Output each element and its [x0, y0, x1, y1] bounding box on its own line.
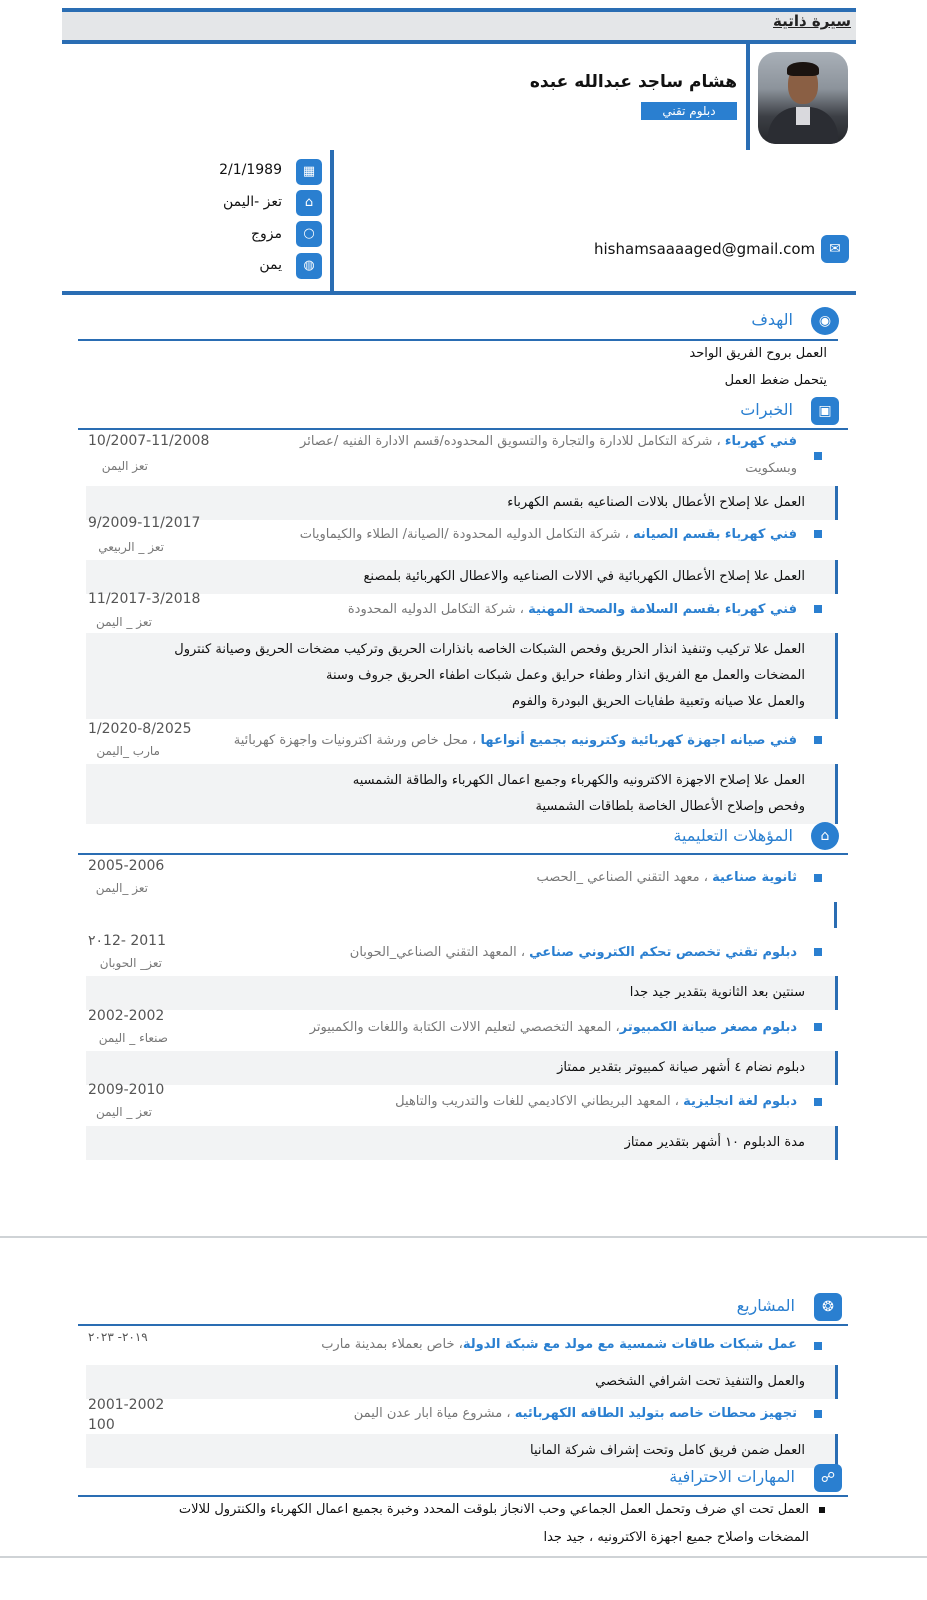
education-title: المؤهلات التعليمية	[673, 826, 793, 845]
person-name: هشام ساجد عبدالله عبده	[529, 72, 737, 92]
experience-location: مارب _اليمن	[96, 744, 160, 758]
education-location: صنعاء _ اليمن	[98, 1031, 168, 1045]
education-date: ٢٠12- 2011	[88, 933, 166, 949]
country: يمن	[259, 257, 282, 273]
info-divider	[330, 150, 334, 292]
education-item: دبلوم لغة انجليزية ، المعهد البريطاني الاكاديمي للغات والتدريب والتاهيل	[395, 1094, 797, 1109]
bullet	[814, 1342, 822, 1350]
experience-title: الخبرات	[740, 400, 793, 419]
city: تعز -اليمن	[222, 194, 282, 210]
education-location: تعز _ اليمن	[95, 1105, 152, 1119]
skills-line: العمل تحت اي ضرف وتحمل العمل الجماعي وحب الانجاز بلوقت المحدد وخبرة بجميع اعمال الكهرباء والكنترول للالات	[178, 1502, 809, 1517]
goal-title: الهدف	[751, 310, 793, 329]
experience-location: تعز _ اليمن	[95, 615, 152, 629]
bullet	[814, 530, 822, 538]
header-band	[62, 8, 856, 44]
calendar-icon: ▦	[296, 159, 322, 185]
bullet	[814, 1023, 822, 1031]
experience-date: 9/2009-11/2017	[88, 515, 201, 531]
experience-desc: العمل علا إصلاح الأعطال بلالات الصناعيه بقسم الكهرباء	[86, 486, 838, 520]
goal-line: يتحمل ضغط العمل	[724, 373, 827, 388]
graduation-cap-icon: ⌂	[811, 822, 839, 850]
education-date: 2009-2010	[88, 1082, 165, 1098]
experience-desc: العمل علا إصلاح الاجهزة الاكترونيه والكهرباء وجميع اعمال الكهرباء والطاقة الشمسيه وفحص وإصلاح الأعطال الخاصة بلطاقات الشمسية	[86, 764, 838, 824]
experience-date: 11/2017-3/2018	[88, 591, 201, 607]
skills-title: المهارات الاحترافية	[669, 1467, 795, 1486]
education-underline	[78, 853, 848, 855]
experience-item: فني كهرباء بقسم السلامة والصحة المهنية ، شركة التكامل الدوليه المحدودة	[347, 602, 797, 617]
bullet	[814, 452, 822, 460]
education-desc: سنتين بعد الثانوية بتقدير جيد جدا	[86, 976, 838, 1010]
projects-underline	[78, 1324, 848, 1326]
briefcase-icon: ▣	[811, 397, 839, 425]
experience-date: 1/2020-8/2025	[88, 721, 192, 737]
projects-title: المشاريع	[736, 1296, 795, 1315]
experience-item: فني كهرباء بقسم الصيانه ، شركة التكامل الدوليه المحدودة /الصيانة/ الطلاء والكيماويات	[299, 527, 797, 542]
education-desc: مدة الدبلوم ١٠ أشهر بتقدير ممتاز	[86, 1126, 838, 1160]
skills-line: المضخات واصلاح جميع اجهزة الاكترونيه ، جيد جدا	[543, 1530, 809, 1545]
bullet	[819, 1507, 825, 1513]
education-item: دبلوم تقني تخصص تحكم الكتروني صناعي ، المعهد التقني الصناعي_الحوبان	[349, 945, 797, 960]
project-number: 100	[88, 1417, 115, 1433]
project-item: تجهيز محطات خاصه بتوليد الطاقه الكهربائيه ، مشروع مياة ابار عدن اليمن	[353, 1406, 797, 1421]
globe-icon: ◍	[296, 253, 322, 279]
education-date: 2002-2002	[88, 1008, 165, 1024]
home-icon: ⌂	[296, 190, 322, 216]
education-date: 2005-2006	[88, 858, 165, 874]
experience-location: تعز _ الربيعي	[98, 540, 164, 554]
bullet	[814, 605, 822, 613]
bullet	[814, 874, 822, 882]
experience-desc: العمل علا تركيب وتنفيذ انذار الحريق وفحص الشبكات الخاصه بانذارات الحريق وتركيب مضخات الحريق وصيانة كنترول المضخات والعمل مع الفريق انذار وطفاء حرايق وعمل شبكات اطفاء الحريق جروف وسنة والعمل علا صيانه وتعبية طفايات الحريق البودرة والفوم	[86, 633, 838, 719]
empty-desc-marker	[834, 902, 837, 928]
birth-date: 2/1/1989	[219, 162, 282, 178]
experience-item: فني كهرباء ، شركة التكامل للادارة والتجارة والتسويق المحدوده/قسم الادارة الفنيه /عصائر	[300, 434, 797, 449]
target-icon: ◉	[811, 307, 839, 335]
goal-line: العمل بروح الفريق الواحد	[689, 346, 827, 361]
project-date: 2001-2002	[88, 1397, 165, 1413]
ring-icon: ○	[296, 221, 322, 247]
bullet	[814, 736, 822, 744]
education-item: ثانوية صناعية ، معهد التقني الصناعي _الحصب	[536, 870, 797, 885]
profile-divider	[746, 44, 750, 150]
experience-location: تعز اليمن	[101, 459, 148, 473]
mail-icon: ✉	[821, 235, 849, 263]
project-date: ٢٠١٩- ٢٠٢٣	[88, 1330, 148, 1344]
projects-icon: ❂	[814, 1293, 842, 1321]
marital-status: مزوج	[250, 226, 282, 242]
page-bottom-line	[0, 1556, 927, 1558]
project-desc: والعمل والتنفيذ تحت اشرافي الشخصي	[86, 1365, 838, 1399]
education-location: تعز _اليمن	[95, 881, 148, 895]
experience-desc: العمل علا إصلاح الأعطال الكهربائية في الالات الصناعيه والاعطال الكهربائية بلمصنع	[86, 560, 838, 594]
education-item: دبلوم مصغر صيانة الكمبيوتر، المعهد التخصصي لتعليم الالات الكتابة واللغات والكمبيوتر	[309, 1020, 797, 1035]
project-item: عمل شبكات طاقات شمسية مع مولد مع شبكة الدولة، خاص بعملاء بمدينة مارب	[321, 1337, 797, 1352]
bullet	[814, 1410, 822, 1418]
document-title: سيرة ذاتية	[773, 12, 851, 30]
bullet	[814, 948, 822, 956]
page-break	[0, 1236, 927, 1238]
profile-photo	[758, 52, 848, 144]
education-location: تعز_ الحوبان	[99, 956, 162, 970]
org-cont: وبسكويت	[745, 461, 797, 476]
experience-date: 10/2007-11/2008	[88, 433, 210, 449]
experience-item: فني صيانه اجهزة كهربائية وكترونيه بجميع أنواعها ، محل خاص ورشة اكترونيات واجهزة كهربائية	[233, 733, 797, 748]
header-bottom-line	[62, 291, 856, 295]
degree-badge: دبلوم تقني	[641, 102, 737, 120]
bullet	[814, 1098, 822, 1106]
project-desc: العمل ضمن فريق كامل وتحت إشراف شركة المانيا	[86, 1434, 838, 1468]
email-address[interactable]: hishamsaaaaged@gmail.com	[594, 240, 816, 258]
skills-icon: ☍	[814, 1464, 842, 1492]
education-desc: دبلوم نضام ٤ أشهر صيانة كمبيوتر بتقدير ممتاز	[86, 1051, 838, 1085]
experience-underline	[78, 428, 848, 430]
